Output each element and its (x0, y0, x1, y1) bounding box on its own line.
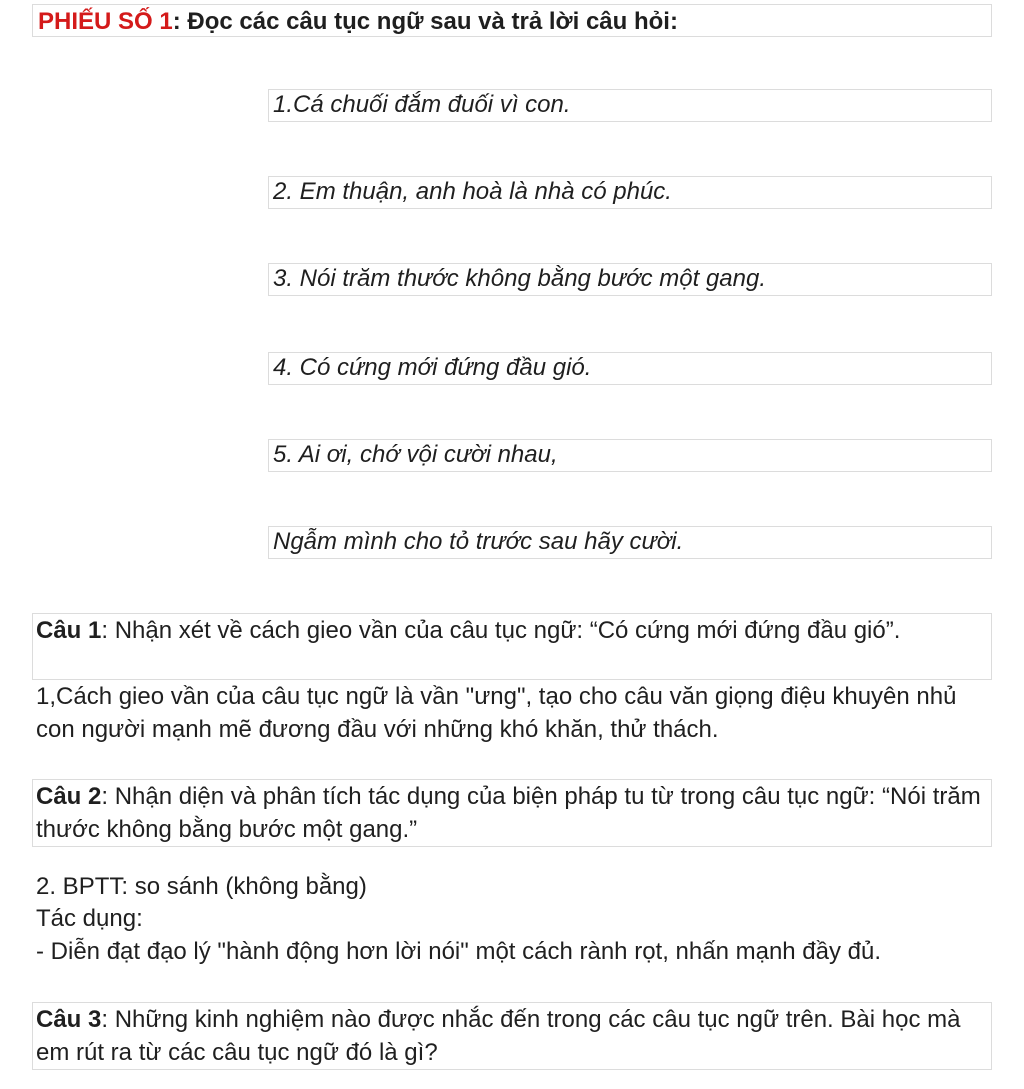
proverb-1: 1.Cá chuối đắm đuối vì con. (273, 91, 571, 118)
question-1-text: : Nhận xét về cách gieo vần của câu tục ngữ: “Có cứng mới đứng đầu gió”. (101, 617, 901, 644)
worksheet-number: PHIẾU SỐ 1 (38, 8, 173, 35)
question-1-label: Câu 1 (36, 617, 102, 644)
proverb-2: 2. Em thuận, anh hoà là nhà có phúc. (273, 178, 672, 205)
answer-1: 1,Cách gieo vần của câu tục ngữ là vần "ưng", tạo cho câu văn giọng điệu khuyên nhủ con người mạnh mẽ đương đầu với những khó khăn, thử thách. (36, 683, 957, 743)
question-3-label: Câu 3 (36, 1006, 102, 1033)
question-2 (36, 780, 991, 846)
worksheet-instruction: : Đọc các câu tục ngữ sau và trả lời câu hỏi: (172, 8, 678, 35)
proverb-3: 3. Nói trăm thước không bằng bước một gang. (273, 265, 767, 292)
question-3-text: : Những kinh nghiệm nào được nhắc đến trong các câu tục ngữ trên. Bài học mà em rút ra từ các câu tục ngữ đó là gì? (36, 1006, 961, 1066)
answer-2-line-1: 2. BPTT: so sánh (không bằng) (36, 873, 367, 900)
question-3 (36, 1003, 991, 1069)
question-1 (36, 614, 991, 647)
answer-2-line-2: Tác dụng: (36, 905, 143, 932)
proverb-4: 4. Có cứng mới đứng đầu gió. (273, 354, 592, 381)
question-2-text: : Nhận diện và phân tích tác dụng của biện pháp tu từ trong câu tục ngữ: “Nói trăm thước không bằng bước một gang.” (36, 783, 981, 843)
proverb-5: 5. Ai ơi, chớ vội cười nhau, (273, 441, 558, 468)
question-2-label: Câu 2 (36, 783, 102, 810)
proverb-6: Ngẫm mình cho tỏ trước sau hãy cười. (273, 528, 684, 555)
worksheet-title (38, 5, 678, 39)
answer-2-line-3: - Diễn đạt đạo lý "hành động hơn lời nói" một cách rành rọt, nhấn mạnh đầy đủ. (36, 938, 882, 965)
